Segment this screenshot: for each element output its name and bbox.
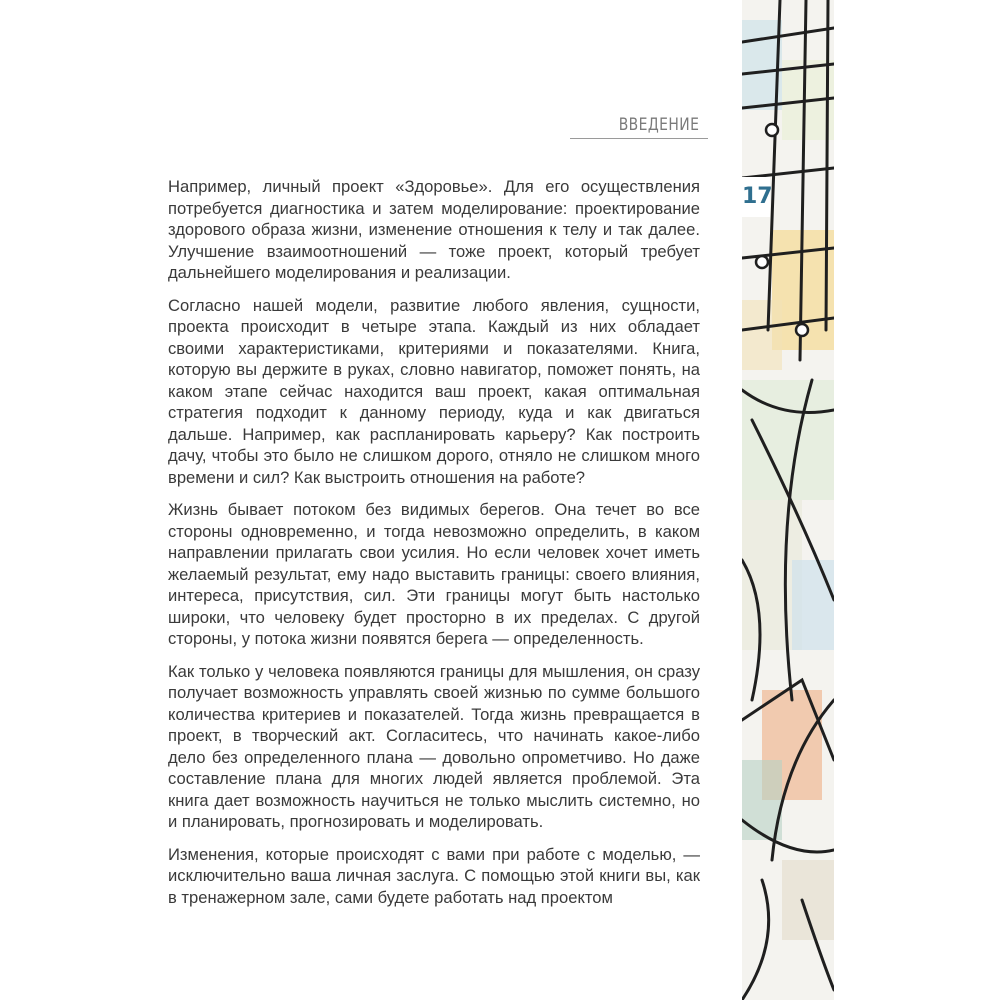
page-number: 17 xyxy=(742,177,770,217)
paragraph: Жизнь бывает потоком без видимых берегов. Она течет во все стороны одновременно, и тогда невозможно определить, в каком направлении прилагать свои усилия. Но если человек хочет иметь желаемый результат, ему надо выставить границы: своего влияния, интереса, присутствия, сил. Эти границы могут быть настолько широки, что человеку будет просторно в их пределах. С другой стороны, у потока жизни появятся берега — определенность. xyxy=(168,500,700,648)
running-header xyxy=(570,112,708,139)
paragraph: Согласно нашей модели, развитие любого явления, сущности, проекта происходит в четыре этапа. Каждый из них обладает своими характеристиками, критериями и показателями. Книга, которую вы держите в руках, словно навигатор, поможет понять, на каком этапе сейчас находится ваш проект, какая оптимальная стратегия подходит к данному периоду, куда и как двигаться дальше. Например, как распланировать карьеру? Как построить дачу, чтобы это было не слишком дорого, отняло не слишком много времени и сил? Как выстроить отношения на работе? xyxy=(168,295,700,487)
paragraph: Как только у человека появляются границы для мышления, он сразу получает возможность управлять своей жизнью по сумме большого количества критериев и показателей. Тогда жизнь превращается в проект, в творческий акт. Согласитесь, что начинать какое-либо дело без определенного плана — довольно опрометчиво. Но даже составление плана для многих людей является проблемой. Эта книга дает возможность научиться не только мыслить системно, но и планировать, прогнозировать и моделировать. xyxy=(168,661,700,831)
paragraph: Изменения, которые происходят с вами при работе с моделью, — исключительно ваша личная заслуга. С помощью этой книги вы, как в тренажерном зале, сами будете работать над проектом xyxy=(168,844,700,907)
body-text xyxy=(168,176,700,919)
paragraph: Например, личный проект «Здоровье». Для его осуществления потребуется диагностика и затем моделирование: проектирование здорового образа жизни, изменение отношения к телу и так далее. Улучшение взаимоотношений — тоже проект, который требует дальнейшего моделирования и реализации. xyxy=(168,177,700,282)
abstract-sketch-illustration xyxy=(742,0,834,1000)
decorative-illustration-strip xyxy=(742,0,834,1000)
section-title: ВВЕДЕНИЕ xyxy=(618,115,699,135)
